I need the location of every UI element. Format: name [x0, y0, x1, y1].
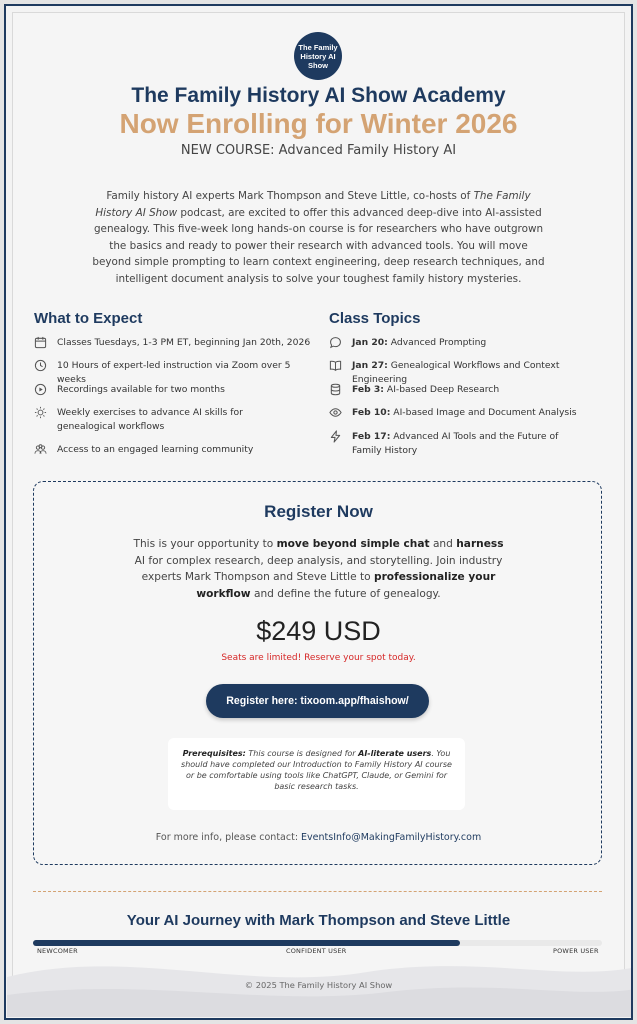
register-button[interactable] [206, 684, 429, 718]
reg-bold-1: move beyond simple chat [276, 538, 430, 550]
topic-item [329, 336, 604, 350]
register-button-label: Register here: tixoom.app/fhaishow/ [226, 695, 409, 707]
topic-item [329, 359, 604, 386]
book-icon [329, 359, 342, 372]
journey-progress-track [33, 940, 602, 946]
reg-text-3: AI for complex research, deep analysis, and storytelling. Join industry experts Mark Thompson and Steve Little to [134, 554, 503, 583]
reg-text-4: and define the future of genealogy. [250, 587, 441, 600]
expect-item-text: Classes Tuesdays, 1-3 PM ET, beginning Jan 20th, 2026 [57, 337, 311, 348]
intro-paragraph [92, 188, 545, 287]
contact-email-link[interactable]: EventsInfo@MakingFamilyHistory.com [301, 832, 482, 843]
stage-power-user: POWER USER [553, 947, 599, 955]
expect-item-text: Weekly exercises to advance AI skills for genealogical workflows [57, 407, 243, 432]
reg-bold-3: professionalize your workflow [196, 571, 496, 600]
topic-text: AI-based Image and Document Analysis [393, 407, 577, 418]
logo-text: The Family History AI Show [298, 42, 338, 70]
expect-item [34, 359, 314, 386]
prerequisites-note [168, 738, 465, 810]
expect-title: What to Expect [34, 310, 143, 327]
section-divider [33, 891, 602, 892]
enrolling-headline: Now Enrolling for Winter 2026 [119, 108, 518, 139]
reg-bold-2: harness [456, 538, 504, 550]
prereq-label: Prerequisites: [182, 749, 246, 758]
topic-date: Feb 10: [352, 407, 391, 418]
topic-item [329, 383, 604, 397]
prereq-bold: AI-literate users [358, 749, 432, 758]
expect-item [34, 406, 304, 433]
expect-item [34, 383, 314, 397]
register-title: Register Now [264, 502, 373, 521]
contact-info [0, 832, 637, 843]
register-description [128, 536, 509, 602]
clock-icon [34, 359, 47, 372]
topic-text: AI-based Deep Research [386, 384, 500, 395]
topic-date: Feb 17: [352, 431, 391, 442]
topic-date: Feb 3: [352, 384, 384, 395]
show-name: The Family History AI Show [95, 190, 531, 219]
journey-progress-fill [33, 940, 460, 946]
prereq-text-1: This course is designed for [245, 749, 359, 758]
stage-confident-user: CONFIDENT USER [286, 947, 347, 955]
topic-text: Advanced Prompting [390, 337, 487, 348]
show-logo [294, 32, 342, 80]
chat-icon [329, 336, 342, 349]
eye-icon [329, 406, 342, 419]
prereq-text-2: . You should have completed our Introduction to Family History AI course or be comfortable using tools like ChatGPT, Claude, or Gemini for basic research tasks. [181, 749, 452, 791]
expect-item-text: Recordings available for two months [57, 384, 225, 395]
contact-label: For more info, please contact: [155, 832, 302, 843]
expect-item [34, 443, 314, 457]
lightning-icon [329, 430, 342, 443]
lightbulb-icon [34, 406, 47, 419]
database-icon [329, 383, 342, 396]
course-price: $249 USD [256, 616, 381, 646]
intro-text-2: podcast, are excited to offer this advanced deep-dive into AI-assisted genealogy. This five-week long hands-on course is for researchers who have outgrown the basics and ready to power their research with advanced tools. You will move beyond simple prompting to learn context engineering, deep research techniques, and intelligent document analysis to solve your toughest family history mysteries. [92, 206, 545, 285]
reg-text-2: and [429, 538, 457, 550]
journey-title: Your AI Journey with Mark Thompson and Steve Little [126, 912, 511, 929]
topics-title: Class Topics [329, 310, 421, 327]
intro-text-1: Family history AI experts Mark Thompson and Steve Little, co-hosts of [106, 190, 474, 202]
page-title: The Family History AI Show Academy [131, 84, 506, 107]
topic-date: Jan 20: [352, 337, 388, 348]
course-subtitle: NEW COURSE: Advanced Family History AI [180, 143, 457, 158]
copyright: © 2025 The Family History AI Show [244, 980, 393, 990]
expect-item [34, 336, 314, 350]
topic-date: Jan 27: [352, 360, 388, 371]
stage-newcomer: NEWCOMER [37, 947, 78, 955]
seats-alert: Seats are limited! Reserve your spot today. [221, 653, 416, 663]
topic-text: Genealogical Workflows and Context Engineering [352, 360, 560, 385]
reg-text-1: This is your opportunity to [133, 538, 277, 550]
topic-text: Advanced AI Tools and the Future of Family History [352, 431, 559, 456]
expect-item-text: 10 Hours of expert-led instruction via Zoom over 5 weeks [57, 360, 291, 385]
expect-item-text: Access to an engaged learning community [57, 444, 254, 455]
topic-item [329, 430, 589, 457]
users-icon [34, 443, 47, 456]
topic-item [329, 406, 604, 420]
play-icon [34, 383, 47, 396]
calendar-icon [34, 336, 47, 349]
